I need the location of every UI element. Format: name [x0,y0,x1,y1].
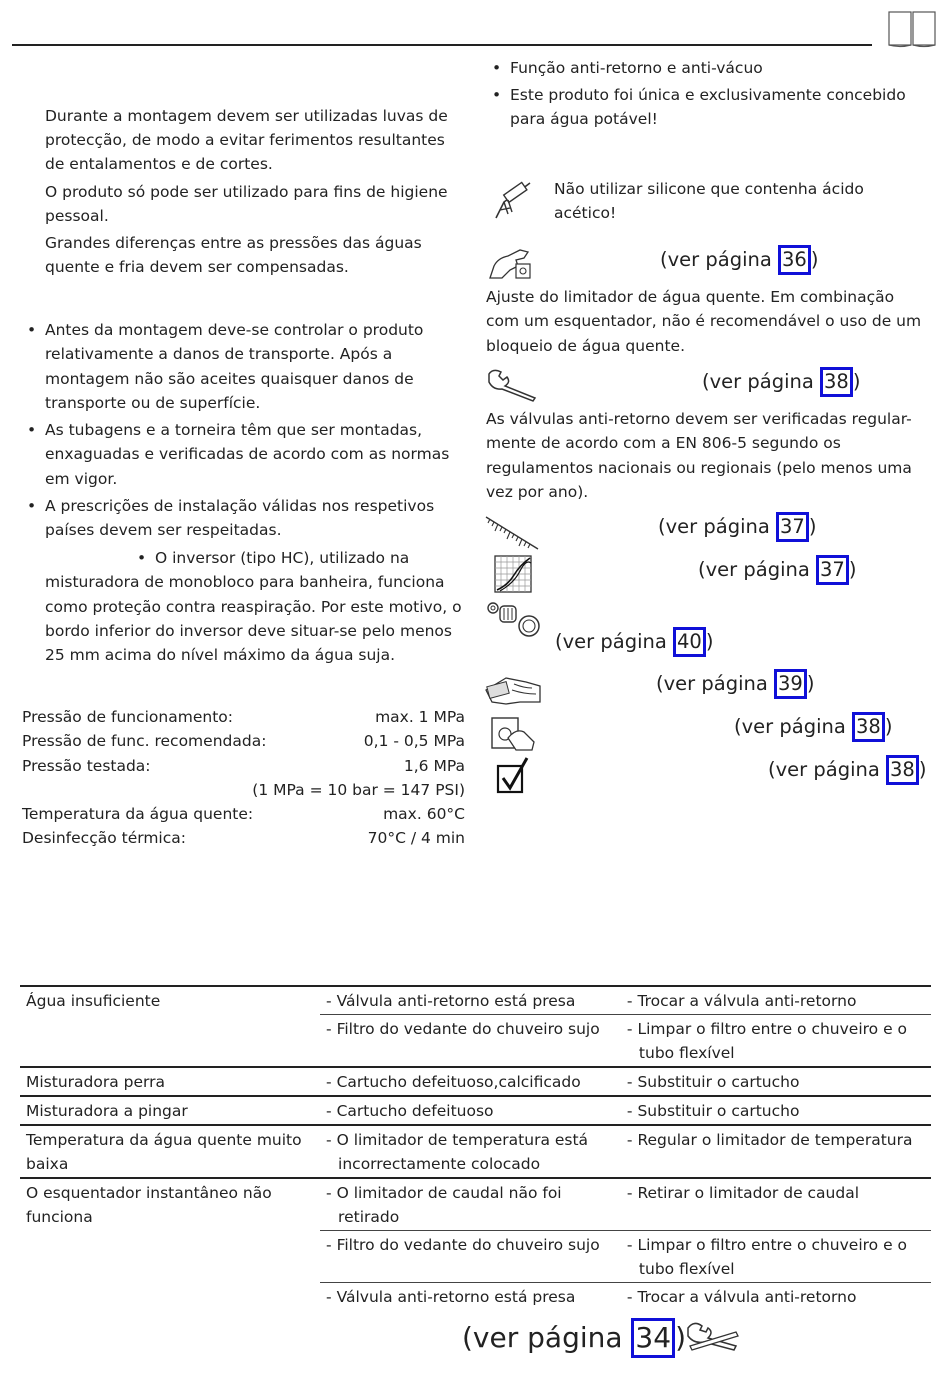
page-reference[interactable] [658,512,816,542]
flow-diagram-icon [494,555,532,593]
problem-cell: Temperatura da água quente muito baixa [20,1125,320,1178]
ref-prefix: (ver página [462,1321,632,1354]
ruler-icon [484,513,540,553]
spec-label: Desinfecção térmica: [22,829,186,848]
problem-cell: O esquentador instantâneo não funciona [20,1178,320,1310]
cause-text: - Cartucho defeituoso,calcificado [326,1073,581,1091]
remedy-text: - Substituir o cartucho [626,1102,800,1120]
cause-cell [320,1178,621,1231]
safety-paragraph: Grandes diferenças entre as pressões das águas quente e fria devem ser compensadas. [45,234,422,276]
page-reference[interactable] [734,712,892,742]
troubleshooting-table [20,985,931,1310]
spec-value: max. 1 MPa [375,708,465,726]
silicone-gun-icon [490,180,536,222]
spec-value: (1 MPa = 10 bar = 147 PSI) [252,780,465,799]
install-bullet: • A prescrições de instalação válidas nos respetivos países devem ser respeitadas. [45,494,467,543]
feature-bullet: • Função anti-retorno e anti-vácuo [510,56,920,80]
spec-list [22,705,465,851]
ref-page-number[interactable]: 36 [778,245,811,275]
remedy-cell [621,1015,931,1068]
ref-page-number[interactable]: 39 [774,669,807,699]
silicone-note: Não utilizar silicone que contenha ácido acético! [554,180,864,222]
cause-text: - Válvula anti-retorno está presa [326,992,576,1010]
cause-text: - Válvula anti-retorno está presa [326,1288,576,1306]
spec-row [22,729,465,753]
remedy-text: - Regular o limitador de temperatura [626,1131,913,1149]
ref-page-number[interactable]: 37 [776,512,809,542]
wrench-icon [485,368,541,402]
cause-text: - Cartucho defeituoso [326,1102,494,1120]
spec-label: Pressão de funcionamento: [22,708,233,726]
cause-cell [320,986,621,1015]
spec-row [22,802,465,826]
cause-cell [320,1283,621,1311]
page-reference[interactable] [768,755,926,785]
problem-cell: Misturadora a pingar [20,1096,320,1125]
spec-value: 0,1 - 0,5 MPa [363,732,465,751]
ref-prefix: (ver página [658,515,776,538]
problem-cell: Misturadora perra [20,1067,320,1096]
wrench-icon [684,1318,740,1358]
cause-text: - Filtro do vedante do chuveiro sujo [326,1236,600,1254]
remedy-cell [621,1178,931,1231]
page-reference[interactable] [656,669,814,699]
feature-bullet: • Este produto foi única e exclusivamente concebido para água potável! [510,83,920,132]
header-rule [12,44,872,46]
remedy-text: - Retirar o limitador de caudal [626,1184,860,1202]
table-row [20,1096,931,1125]
cause-text: - Filtro do vedante do chuveiro sujo [326,1020,600,1038]
book-icon [888,10,936,48]
cause-text: - O limitador de temperatura está incorrectamente colocado [326,1131,589,1173]
safety-paragraph: Durante a montagem devem ser utilizadas luvas de protecção, de modo a evitar ferimentos resultantes de entalamentos e de cortes. [45,107,448,173]
cause-cell [320,1067,621,1096]
spec-row [22,705,465,729]
ref-page-number[interactable]: 38 [886,755,919,785]
spec-row [22,826,465,850]
ref-prefix: (ver página [702,370,820,393]
remedy-cell [621,1067,931,1096]
page-reference[interactable] [698,555,856,585]
ref-prefix: (ver página [698,558,816,581]
spec-label: Pressão de func. recomendada: [22,732,267,751]
cause-cell [320,1125,621,1178]
ref-page-number[interactable]: 34 [631,1318,675,1358]
problem-cell: Água insuficiente [20,986,320,1067]
ref-suffix: ) [806,672,815,695]
spec-value: max. 60°C [383,805,465,824]
ref-prefix: (ver página [656,672,774,695]
remedy-text: - Limpar o filtro entre o chuveiro e o tubo flexível [626,1236,908,1278]
ref-prefix: (ver página [768,758,886,781]
ref-page-number[interactable]: 38 [852,712,885,742]
spec-label: Pressão testada: [22,756,151,775]
remedy-cell [621,1283,931,1311]
install-bullet: • As tubagens e a torneira têm que ser montadas, enxaguadas e verificadas de acordo com as normas em vigor. [45,418,467,491]
remedy-cell [621,1125,931,1178]
ref-page-number[interactable]: 40 [673,627,706,657]
spec-value: 1,6 MPa [403,756,465,775]
ref-suffix: ) [852,370,861,393]
remedy-text: - Trocar a válvula anti-retorno [626,992,857,1010]
footer-page-reference[interactable] [462,1318,686,1358]
cleaning-hand-icon [484,672,542,706]
remedy-text: - Substituir o cartucho [626,1073,800,1091]
table-row [20,1125,931,1178]
remedy-cell [621,1096,931,1125]
page-reference[interactable] [702,367,860,397]
cause-text: - O limitador de caudal não foi retirado [326,1184,562,1226]
table-row [20,1178,931,1231]
install-bullet: • O inversor (tipo HC), utilizado na misturadora de monobloco para banheira, funciona como proteção contra reaspiração. Por este motivo, o bordo inferior do inversor deve situar-se pelo menos 25 mm acima do nível máximo da água suja. [45,546,467,667]
hand-valve-icon [488,712,536,752]
safety-paragraph: O produto só pode ser utilizado para fins de higiene pessoal. [45,183,448,225]
ref-suffix: ) [675,1321,686,1354]
install-bullet: • Antes da montagem deve-se controlar o produto relativamente a danos de transporte. Após a montagem não são aceites quaisquer danos de transporte ou de superfície. [45,318,467,415]
ref-suffix: ) [808,515,817,538]
remedy-cell [621,986,931,1015]
ref-suffix: ) [848,558,857,581]
table-row [20,1067,931,1096]
ref-suffix: ) [705,630,714,653]
page-reference[interactable] [660,245,818,275]
hand-adjust-icon [488,244,534,282]
ref-suffix: ) [918,758,927,781]
ref-page-number[interactable]: 38 [820,367,853,397]
table-row [20,986,931,1015]
cause-cell [320,1231,621,1283]
ref-prefix: (ver página [555,630,673,653]
remedy-text: - Trocar a válvula anti-retorno [626,1288,857,1306]
spec-row [22,778,465,802]
ref-prefix: (ver página [660,248,778,271]
hot-water-text: Ajuste do limitador de água quente. Em combinação com um esquentador, não é recomendável o uso de um bloqueio de água quente. [486,288,922,355]
ref-suffix: ) [810,248,819,271]
spec-value: 70°C / 4 min [367,829,465,848]
spec-label: Temperatura da água quente: [22,805,254,824]
page-reference[interactable] [555,627,713,657]
ref-page-number[interactable]: 37 [816,555,849,585]
remedy-cell [621,1231,931,1283]
ref-prefix: (ver página [734,715,852,738]
checkbox-icon [496,756,530,794]
spare-parts-icon [486,600,544,640]
cause-cell [320,1015,621,1068]
remedy-text: - Limpar o filtro entre o chuveiro e o tubo flexível [626,1020,908,1062]
valve-text: As válvulas anti-retorno devem ser verificadas regular-mente de acordo com a EN 806-5 segundo os regulamentos nacionais ou regionais (pelo menos uma vez por ano). [486,410,912,501]
spec-row [22,754,465,778]
cause-cell [320,1096,621,1125]
ref-suffix: ) [884,715,893,738]
